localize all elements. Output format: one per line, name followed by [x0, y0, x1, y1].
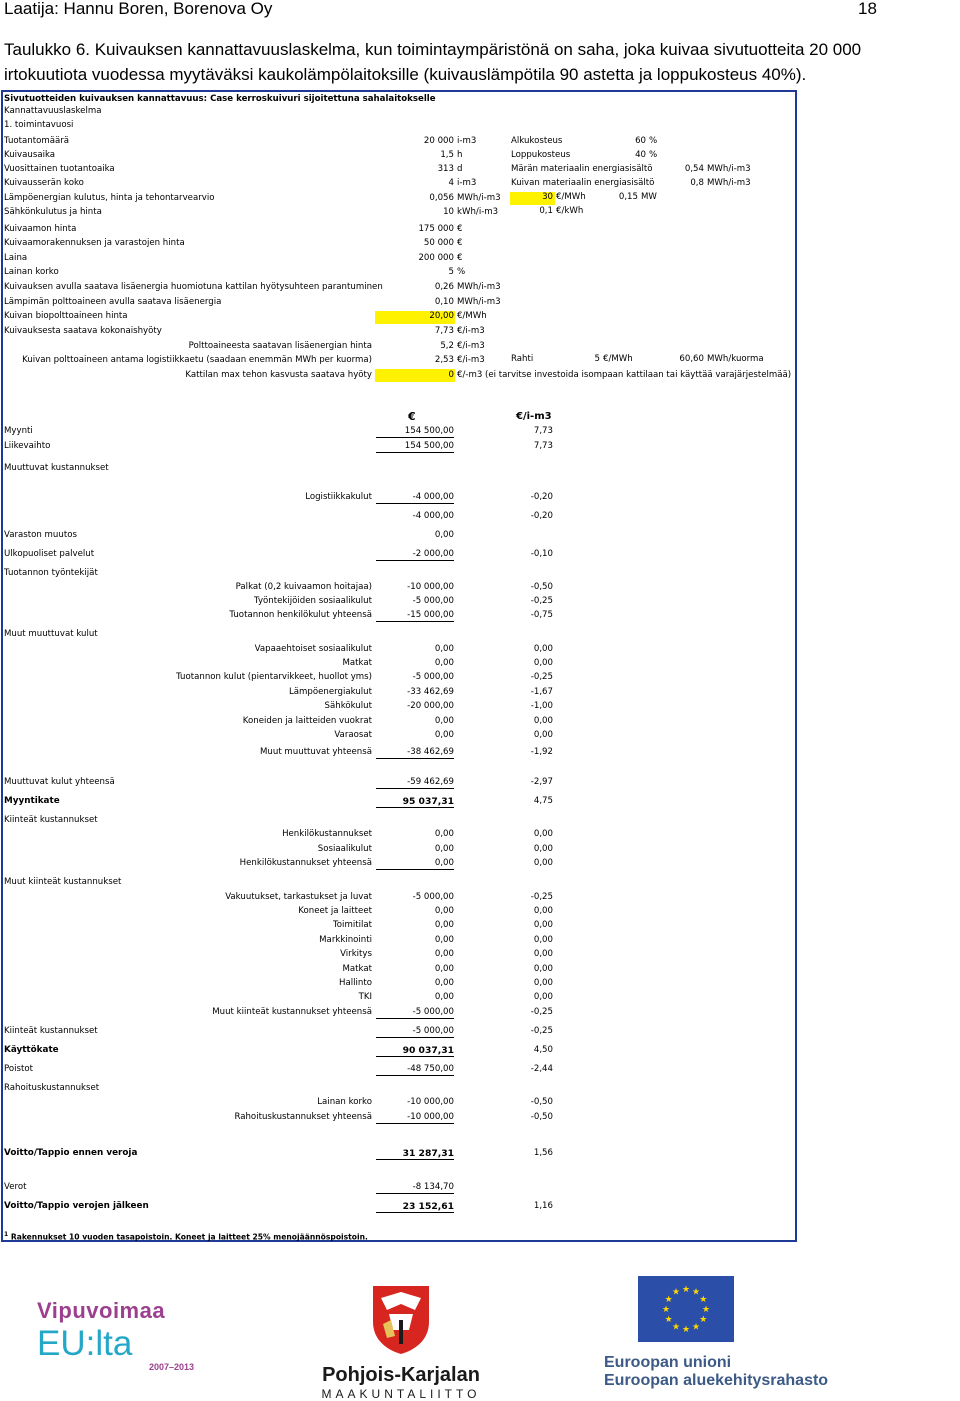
benefit-value: 2,53: [434, 355, 454, 365]
statement-eur-value: 0,00: [434, 829, 454, 839]
statement-per-m3-value: -0,20: [530, 492, 553, 502]
statement-label: Lämpöenergiakulut: [288, 687, 372, 697]
statement-label: Myynti: [4, 426, 33, 436]
statement-label: Käyttökate: [4, 1045, 59, 1055]
param-unit: MWh/i-m3: [457, 193, 501, 203]
sheet-title: Sivutuotteiden kuivauksen kannattavuus: Case kerroskuivuri sijoitettuna sahalaitokselle: [4, 94, 436, 104]
statement-eur-value: 0,00: [434, 935, 454, 945]
param-value: 1,5: [440, 150, 454, 160]
statement-per-m3-value: 0,00: [533, 658, 553, 668]
param-value: 20 000: [423, 136, 454, 146]
statement-label: Kiinteät kustannukset: [4, 1026, 98, 1036]
statement-label: Muut kiinteät kustannukset: [4, 877, 122, 887]
statement-eur-value: 0,00: [434, 716, 454, 726]
page-header-author: Laatija: Hannu Boren, Borenova Oy: [4, 0, 273, 18]
sheet-subtitle: Kannattavuuslaskelma: [4, 106, 102, 116]
statement-eur-value: -48 750,00: [376, 1064, 454, 1076]
material-param-label: Märän materiaalin energiasisältö: [511, 164, 653, 174]
statement-per-m3-value: 0,00: [533, 644, 553, 654]
statement-label: Markkinointi: [319, 935, 372, 945]
footnote: [4, 1229, 368, 1243]
param-label: Lämpimän polttoaineen avulla saatava lisäenergia: [4, 297, 222, 307]
benefit-value: 0: [448, 370, 454, 380]
statement-per-m3-value: -0,50: [530, 1097, 553, 1107]
statement-eur-value: -5 000,00: [412, 596, 454, 606]
statement-per-m3-value: 0,00: [533, 858, 553, 868]
statement-eur-value: 23 152,61: [376, 1201, 454, 1213]
eu-star-icon: ★: [681, 1285, 691, 1295]
rahti-load-value: 60,60: [679, 354, 704, 364]
statement-eur-value: 0,00: [434, 949, 454, 959]
param-label: Kuivauksen avulla saatava lisäenergia huomiotuna kattilan hyötysuhteen parantuminen: [4, 282, 383, 292]
material-param-label: Kuivan materiaalin energiasisältö: [511, 178, 655, 188]
statement-label: Vakuutukset, tarkastukset ja luvat: [225, 892, 372, 902]
statement-eur-value: 154 500,00: [376, 441, 454, 453]
statement-per-m3-value: 0,00: [533, 978, 553, 988]
statement-per-m3-value: -1,00: [530, 701, 553, 711]
benefit-value: 5,2: [440, 341, 454, 351]
eulta-years: 2007–2013: [149, 1362, 195, 1372]
eulta-logo-text: EU:lta: [37, 1324, 133, 1363]
statement-eur-value: -2 000,00: [376, 549, 454, 561]
eu-star-icon: ★: [681, 1325, 691, 1335]
param-label: Kuivausserän koko: [4, 178, 84, 188]
statement-per-m3-value: 7,73: [533, 426, 553, 436]
statement-eur-value: -10 000,00: [376, 1112, 454, 1124]
statement-eur-value: 154 500,00: [376, 426, 454, 438]
material-param-value: 0,54: [684, 164, 704, 174]
statement-per-m3-value: 0,00: [533, 992, 553, 1002]
statement-per-m3-value: 4,75: [533, 796, 553, 806]
eu-star-icon: ★: [701, 1305, 711, 1315]
param-value: 10: [443, 207, 454, 217]
statement-label: Varaston muutos: [4, 530, 77, 540]
statement-eur-value: 0,00: [434, 964, 454, 974]
statement-eur-value: 0,00: [376, 858, 454, 870]
statement-label: Tuotannon kulut (pientarvikkeet, huollot yms): [176, 672, 372, 682]
rahti-value: 5: [594, 354, 600, 364]
param-unit: €/MWh: [457, 311, 487, 321]
vipuvoimaa-logo-text: Vipuvoimaa: [37, 1298, 166, 1323]
statement-label: Voitto/Tappio ennen veroja: [4, 1148, 138, 1158]
statement-per-m3-value: -2,44: [530, 1064, 553, 1074]
statement-eur-value: -38 462,69: [376, 747, 454, 759]
statement-per-m3-value: 0,00: [533, 949, 553, 959]
material-param-value: 0,8: [690, 178, 704, 188]
statement-label: Voitto/Tappio verojen jälkeen: [4, 1201, 149, 1211]
material-param-value: 40: [635, 150, 646, 160]
statement-per-m3-value: -0,50: [530, 582, 553, 592]
param-unit: €: [457, 253, 463, 263]
statement-per-m3-value: 4,50: [533, 1045, 553, 1055]
statement-per-m3-value: -0,25: [530, 596, 553, 606]
statement-per-m3-value: 0,00: [533, 935, 553, 945]
material-param-unit: %: [649, 150, 658, 160]
param-label: Vuosittainen tuotantoaika: [4, 164, 115, 174]
param-value: 4: [448, 178, 454, 188]
param-value: 0,056: [429, 193, 454, 203]
eu-star-icon: ★: [671, 1287, 681, 1298]
heat-price-value: 30: [542, 192, 553, 202]
material-param-label: Alkukosteus: [511, 136, 563, 146]
eu-star-icon: ★: [661, 1305, 671, 1315]
statement-per-m3-value: -2,97: [530, 777, 553, 787]
eu-star-icon: ★: [699, 1315, 708, 1325]
statement-per-m3-value: -1,92: [530, 747, 553, 757]
statement-label: Sosiaalikulut: [317, 844, 372, 854]
param-label: Lainan korko: [4, 267, 59, 277]
statement-per-m3-value: 1,56: [533, 1148, 553, 1158]
param-unit: i-m3: [457, 178, 477, 188]
param-label: Kuivan biopolttoaineen hinta: [4, 311, 128, 321]
statement-label: Tuotannon henkilökulut yhteensä: [229, 610, 372, 620]
statement-label: Toimitilat: [333, 920, 372, 930]
param-value: 0,10: [434, 297, 454, 307]
pk-logo-sub: MAAKUNTALIITTO: [321, 1387, 481, 1401]
eu-star-icon: ★: [699, 1295, 708, 1305]
statement-label: Muuttuvat kulut yhteensä: [4, 777, 115, 787]
heat-power-value: 0,15: [618, 192, 638, 202]
statement-eur-value: -5 000,00: [376, 1007, 454, 1019]
param-unit: i-m3: [457, 136, 477, 146]
material-param-label: Loppukosteus: [511, 150, 571, 160]
param-value: 313: [437, 164, 454, 174]
sheet-year: 1. toimintavuosi: [4, 120, 74, 130]
eu-star-icon: ★: [691, 1287, 701, 1298]
statement-label: Koneet ja laitteet: [298, 906, 372, 916]
european-union-logo: [604, 1276, 828, 1390]
param-unit: kWh/i-m3: [457, 207, 499, 217]
statement-label: Muut kiinteät kustannukset yhteensä: [212, 1007, 372, 1017]
param-label: Kuivauksesta saatava kokonaishyöty: [4, 326, 162, 336]
statement-per-m3-value: -0,25: [530, 892, 553, 902]
benefit-unit: €/i-m3: [457, 355, 485, 365]
param-value: 5: [448, 267, 454, 277]
eu-flag-icon: [638, 1276, 734, 1342]
param-unit: €: [457, 238, 463, 248]
statement-eur-value: -5 000,00: [376, 1026, 454, 1038]
statement-eur-value: -8 134,70: [376, 1182, 454, 1194]
statement-per-m3-value: 0,00: [533, 844, 553, 854]
param-label: Kuivaamorakennuksen ja varastojen hinta: [4, 238, 185, 248]
material-param-unit: %: [649, 136, 658, 146]
statement-eur-value: -4 000,00: [376, 492, 454, 504]
param-unit: d: [457, 164, 463, 174]
heat-price-unit: €/MWh: [556, 192, 586, 202]
statement-eur-value: 95 037,31: [376, 796, 454, 808]
statement-eur-value: 0,00: [434, 530, 454, 540]
param-unit: €/i-m3: [457, 326, 485, 336]
statement-label: Rahoituskustannukset: [4, 1083, 100, 1093]
eu-logo-line2: Euroopan aluekehitysrahasto: [604, 1372, 829, 1389]
statement-label: Palkat (0,2 kuivaamon hoitajaa): [235, 582, 372, 592]
page-number: 18: [858, 0, 877, 18]
statement-label: Muut muuttuvat yhteensä: [260, 747, 372, 757]
statement-eur-value: 0,00: [434, 844, 454, 854]
benefit-unit: €/i-m3: [457, 341, 485, 351]
statement-eur-value: -10 000,00: [407, 1097, 454, 1107]
statement-eur-value: 0,00: [434, 920, 454, 930]
material-param-value: 60: [635, 136, 646, 146]
param-value: 200 000: [418, 253, 454, 263]
statement-per-m3-value: 0,00: [533, 716, 553, 726]
statement-eur-value: -15 000,00: [376, 610, 454, 622]
param-label: Kuivausaika: [4, 150, 56, 160]
eu-star-icon: ★: [664, 1315, 673, 1325]
statement-label: Koneiden ja laitteiden vuokrat: [242, 716, 372, 726]
statement-per-m3-value: -0,75: [530, 610, 553, 620]
heat-power-unit: MW: [641, 192, 657, 202]
statement-per-m3-value: 1,16: [533, 1201, 553, 1211]
rahti-unit: €/MWh: [603, 354, 633, 364]
rahti-load-unit: MWh/kuorma: [707, 354, 764, 364]
statement-per-m3-value: -0,25: [530, 1026, 553, 1036]
statement-label: Virkitys: [340, 949, 372, 959]
statement-per-m3-value: -0,25: [530, 672, 553, 682]
benefit-label: Kattilan max tehon kasvusta saatava hyöty: [185, 370, 372, 380]
eu-star-icon: ★: [664, 1295, 673, 1305]
statement-label: Verot: [4, 1182, 27, 1192]
statement-label: Rahoituskustannukset yhteensä: [234, 1112, 372, 1122]
statement-per-m3-value: 7,73: [533, 441, 553, 451]
statement-eur-value: -33 462,69: [407, 687, 454, 697]
statement-label: Poistot: [4, 1064, 33, 1074]
param-unit: €: [457, 224, 463, 234]
param-unit: MWh/i-m3: [457, 297, 501, 307]
material-param-unit: MWh/i-m3: [707, 178, 751, 188]
param-unit: %: [457, 267, 466, 277]
statement-eur-value: 0,00: [434, 978, 454, 988]
statement-eur-value: 0,00: [434, 658, 454, 668]
statement-per-m3-value: -0,50: [530, 1112, 553, 1122]
statement-per-m3-value: 0,00: [533, 829, 553, 839]
statement-eur-value: 0,00: [434, 730, 454, 740]
statement-label: Hallinto: [339, 978, 372, 988]
param-label: Tuotantomäärä: [4, 136, 70, 146]
statement-per-m3-value: 0,00: [533, 964, 553, 974]
statement-label: Sähkökulut: [324, 701, 372, 711]
statement-per-m3-value: -1,67: [530, 687, 553, 697]
pk-logo-name: Pohjois-Karjalan: [322, 1364, 480, 1386]
pohjois-karjala-logo: [318, 1284, 484, 1401]
statement-label: Varaosat: [334, 730, 372, 740]
param-label: Lämpöenergian kulutus, hinta ja tehontarvearvio: [4, 193, 215, 203]
param-label: Kuivaamon hinta: [4, 224, 77, 234]
statement-per-m3-value: 0,00: [533, 906, 553, 916]
footnote-mark: 1: [4, 1231, 9, 1238]
elec-price-unit: €/kWh: [556, 206, 584, 216]
statement-label: Matkat: [342, 964, 372, 974]
elec-price-value: 0,1: [539, 206, 553, 216]
table-caption: [4, 37, 960, 87]
statement-label: Matkat: [342, 658, 372, 668]
benefit-label: Polttoaineesta saatavan lisäenergian hinta: [188, 341, 372, 351]
param-label: Sähkönkulutus ja hinta: [4, 207, 102, 217]
statement-label: Liikevaihto: [4, 441, 51, 451]
statement-label: Työntekijöiden sosiaalikulut: [254, 596, 372, 606]
param-unit: MWh/i-m3: [457, 282, 501, 292]
eu-star-icon: ★: [691, 1322, 701, 1333]
param-value: 175 000: [418, 224, 454, 234]
statement-label: Kiinteät kustannukset: [4, 815, 98, 825]
benefit-unit: €/-m3 (ei tarvitse investoida isompaan kattilaan tai käyttää varajärjestelmää): [457, 370, 792, 380]
statement-per-m3-value: 0,00: [533, 920, 553, 930]
statement-eur-value: -10 000,00: [407, 582, 454, 592]
statement-per-m3-value: -0,25: [530, 1007, 553, 1017]
caption-line-1: Taulukko 6. Kuivauksen kannattavuuslaskelma, kun toimintaympäristönä on saha, joka kuivaa sivutuotteita 20 000: [4, 40, 862, 59]
param-label: Laina: [4, 253, 28, 263]
param-unit: h: [457, 150, 463, 160]
caption-line-2: irtokuutiota vuodessa myytäväksi kaukolämpölaitoksille (kuivauslämpötila 90 astetta ja loppukosteus 40%).: [4, 65, 807, 84]
statement-eur-value: 90 037,31: [376, 1045, 454, 1057]
vipuvoimaa-eu-logo: [37, 1298, 194, 1372]
statement-eur-value: 0,00: [434, 906, 454, 916]
col-header-per-m3: €/i-m3: [516, 411, 552, 422]
statement-label: Ulkopuoliset palvelut: [4, 549, 95, 559]
statement-label: Lainan korko: [317, 1097, 372, 1107]
material-param-unit: MWh/i-m3: [707, 164, 751, 174]
param-value: 20,00: [429, 311, 454, 321]
statement-label: Henkilökustannukset yhteensä: [239, 858, 372, 868]
statement-eur-value: -5 000,00: [412, 892, 454, 902]
statement-label: Muuttuvat kustannukset: [4, 463, 109, 473]
statement-label: Myyntikate: [4, 796, 60, 806]
statement-per-m3-value: -0,10: [530, 549, 553, 559]
statement-eur-value: -5 000,00: [412, 672, 454, 682]
rahti-label: Rahti: [511, 354, 534, 364]
statement-eur-value: 0,00: [434, 992, 454, 1002]
statement-label: Henkilökustannukset: [282, 829, 372, 839]
benefit-label: Kuivan polttoaineen antama logistiikkaetu (saadaan enemmän MWh per kuorma): [22, 355, 372, 365]
param-value: 7,73: [434, 326, 454, 336]
statement-label: Logistiikkakulut: [305, 492, 372, 502]
statement-label: TKI: [358, 992, 372, 1002]
statement-eur-value: 31 287,31: [376, 1148, 454, 1160]
statement-per-m3-value: -0,20: [530, 511, 553, 521]
coat-of-arms-icon: [369, 1284, 433, 1356]
eu-star-icon: ★: [671, 1322, 681, 1333]
param-value: 50 000: [423, 238, 454, 248]
statement-per-m3-value: 0,00: [533, 730, 553, 740]
statement-label: Muut muuttuvat kulut: [4, 629, 98, 639]
footnote-text: Rakennukset 10 vuoden tasapoistoin. Koneet ja laitteet 25% menojäännöspoistoin.: [10, 1232, 368, 1242]
statement-label: Vapaaehtoiset sosiaalikulut: [254, 644, 372, 654]
col-header-eur: €: [408, 410, 416, 423]
statement-eur-value: -59 462,69: [376, 777, 454, 789]
eu-logo-line1: Euroopan unioni: [604, 1354, 732, 1371]
statement-eur-value: -4 000,00: [412, 511, 454, 521]
statement-eur-value: -20 000,00: [407, 701, 454, 711]
param-value: 0,26: [434, 282, 454, 292]
statement-label: Tuotannon työntekijät: [4, 568, 98, 578]
statement-eur-value: 0,00: [434, 644, 454, 654]
